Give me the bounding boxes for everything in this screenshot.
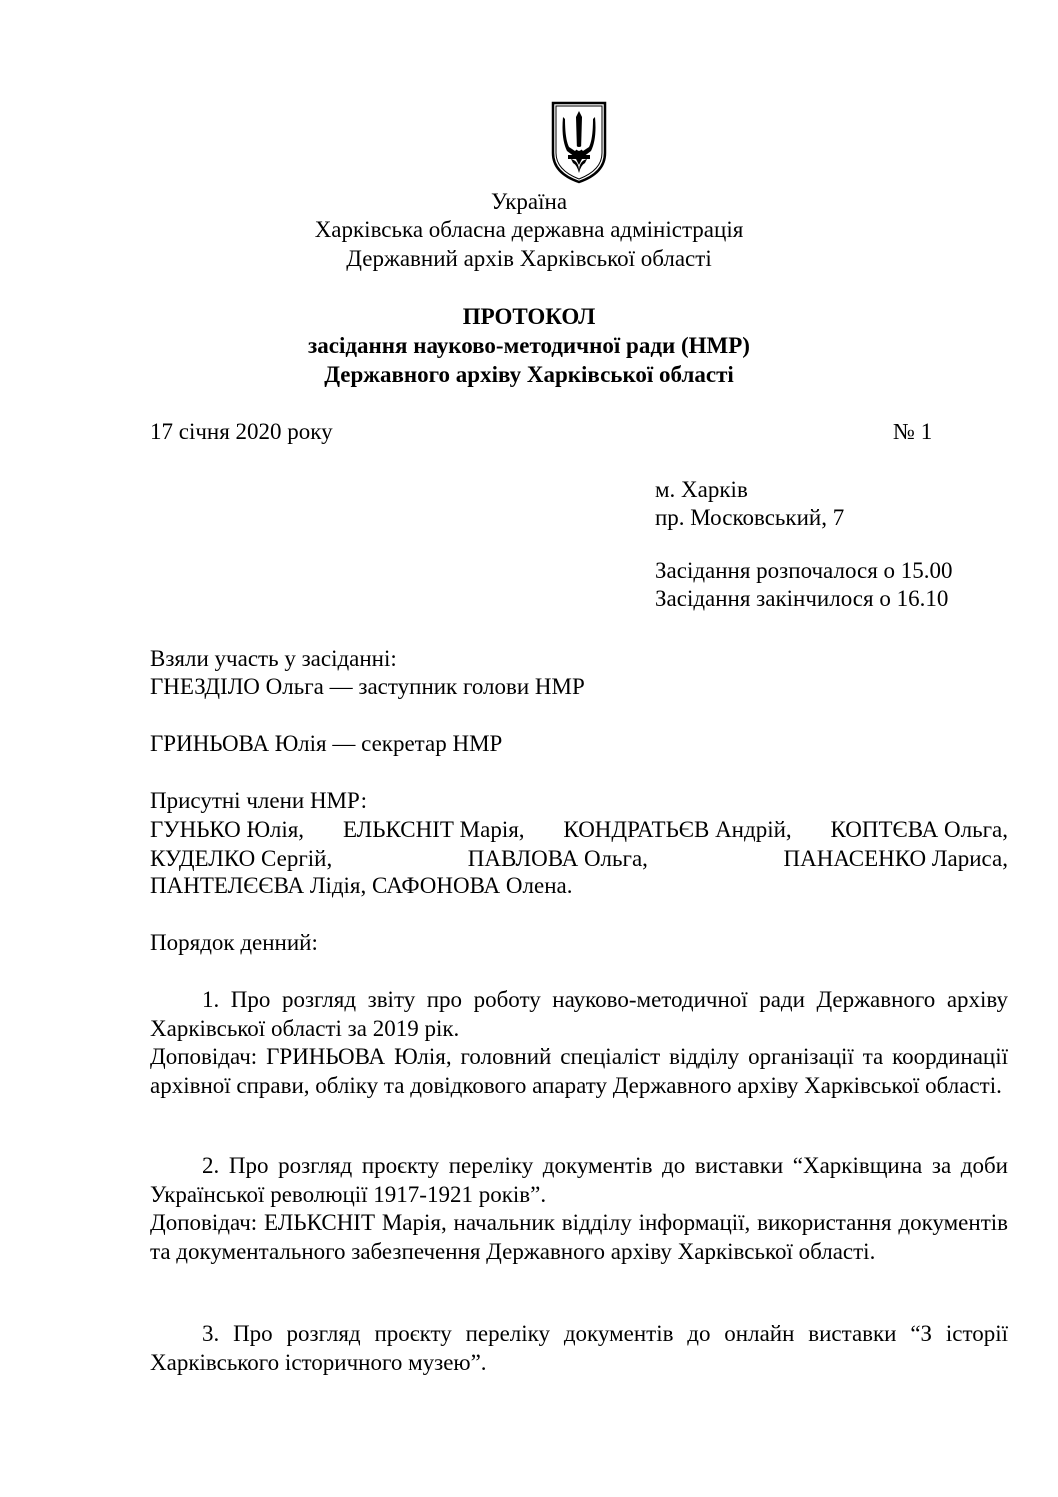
document-subtitle-2: Державного архіву Харківської області <box>324 362 734 387</box>
city: м. Харків <box>655 477 748 502</box>
members-row-2 <box>150 844 1008 873</box>
header-archive: Державний архів Харківської області <box>346 246 712 271</box>
agenda-item-topic: 2. Про розгляд проєкту переліку документів до виставки “Харківщина за доби Української революції 1917-1921 років”. <box>150 1153 1008 1207</box>
agenda-item-topic: 1. Про розгляд звіту про роботу науково-методичної ради Державного архіву Харківської області за 2019 рік. <box>150 987 1008 1041</box>
agenda-item-3 <box>150 1320 1008 1377</box>
member-name: КОНДРАТЬЄВ Андрій, <box>563 817 792 842</box>
document-subtitle-1: засідання науково-методичної ради (НМР) <box>308 333 750 358</box>
end-time: Засідання закінчилося о 16.10 <box>655 586 949 611</box>
agenda-item-topic: 3. Про розгляд проєкту переліку документів до онлайн виставки “З історії Харківського історичного музею”. <box>150 1321 1008 1375</box>
document-title: ПРОТОКОЛ <box>462 304 596 329</box>
member-name: ПАНАСЕНКО Лариса, <box>783 846 1008 871</box>
agenda-item-speaker: Доповідач: ЕЛЬКСНІТ Марія, начальник відділу інформації, використання документів та документального забезпечення Державного архіву Харківської області. <box>150 1210 1008 1264</box>
member-name: ПАВЛОВА Ольга, <box>467 846 648 871</box>
protocol-number: № 1 <box>893 419 933 444</box>
deputy-chair: ГНЕЗДІЛО Ольга — заступник голови НМР <box>150 674 585 699</box>
coat-of-arms-icon <box>549 99 609 185</box>
member-name: КОПТЄВА Ольга, <box>830 817 1008 842</box>
agenda-heading: Порядок денний: <box>150 930 318 955</box>
secretary: ГРИНЬОВА Юлія — секретар НМР <box>150 731 503 756</box>
address: пр. Московський, 7 <box>655 505 845 530</box>
members-row-3: ПАНТЕЛЄЄВА Лідія, САФОНОВА Олена. <box>150 873 573 898</box>
agenda-item-1 <box>150 986 1008 1100</box>
member-name: ЕЛЬКСНІТ Марія, <box>342 817 525 842</box>
members-row-1 <box>150 815 1008 844</box>
member-name: ГУНЬКО Юлія, <box>150 817 305 842</box>
start-time: Засідання розпочалося о 15.00 <box>655 558 953 583</box>
members-heading: Присутні члени НМР: <box>150 788 368 813</box>
participants-heading: Взяли участь у засіданні: <box>150 646 397 671</box>
header-administration: Харківська обласна державна адміністрація <box>314 217 744 242</box>
member-name: КУДЕЛКО Сергій, <box>150 846 333 871</box>
header-country: Україна <box>490 189 568 214</box>
meeting-date: 17 січня 2020 року <box>150 419 333 444</box>
agenda-item-2 <box>150 1152 1008 1266</box>
agenda-item-speaker: Доповідач: ГРИНЬОВА Юлія, головний спеціаліст відділу організації та координації архівної справи, обліку та довідкового апарату Державного архіву Харківської області. <box>150 1044 1008 1098</box>
